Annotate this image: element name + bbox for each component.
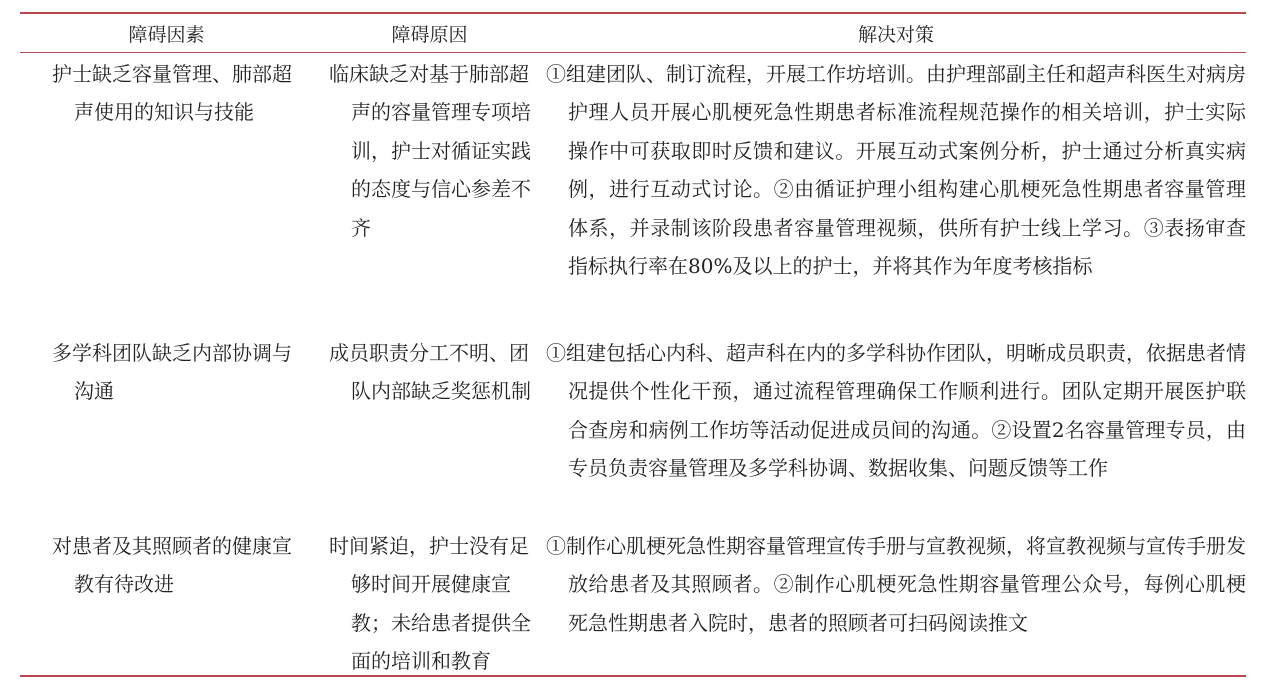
cause-text: 时间紧迫，护士没有足够时间开展健康宣教；未给患者提供全面的培训和教育 (329, 534, 531, 674)
table-row (20, 53, 1246, 334)
bottom-rule (20, 675, 1246, 677)
cause-cell (313, 334, 546, 527)
factor-cell (20, 55, 313, 334)
cause-text: 成员职责分工不明、团队内部缺乏奖惩机制 (329, 341, 531, 404)
factor-text: 护士缺乏容量管理、肺部超声使用的知识与技能 (52, 62, 292, 125)
header-solution: 解决对策 (857, 23, 934, 46)
factor-text: 多学科团队缺乏内部协调与沟通 (52, 341, 292, 404)
cause-cell (313, 55, 546, 334)
header-cause: 障碍原因 (391, 23, 468, 46)
solution-text: ①组建团队、制订流程，开展工作坊培训。由护理部副主任和超声科医生对病房护理人员开展心肌梗死急性期患者标准流程规范操作的相关培训，护士实际操作中可获取即时反馈和建议。开展互动式案例分析，护士通过分析真实病例，进行互动式讨论。②由循证护理小组构建心肌梗死急性期患者容量管理体系，并录制该阶段患者容量管理视频，供所有护士线上学习。③表扬审查指标执行率在80%及以上的护士，并将其作为年度考核指标 (546, 62, 1246, 279)
table-row (20, 527, 1246, 675)
factor-text: 对患者及其照顾者的健康宣教有待改进 (52, 534, 292, 597)
solution-text: ①组建包括心内科、超声科在内的多学科协作团队，明晰成员职责，依据患者情况提供个性化干预，通过流程管理确保工作顺利进行。团队定期开展医护联合查房和病例工作坊等活动促进成员间的沟通。②设置2名容量管理专员，由专员负责容量管理及多学科协调、数据收集、问题反馈等工作 (546, 341, 1246, 481)
table-header (20, 14, 1246, 52)
cause-text: 临床缺乏对基于肺部超声的容量管理专项培训，护士对循证实践的态度与信心参差不齐 (329, 62, 531, 240)
table-row (20, 334, 1246, 527)
factor-cell (20, 334, 313, 527)
barrier-table (20, 12, 1246, 677)
header-factor: 障碍因素 (128, 23, 205, 46)
solution-text: ①制作心肌梗死急性期容量管理宣传手册与宣教视频，将宣教视频与宣传手册发放给患者及其照顾者。②制作心肌梗死急性期容量管理公众号，每例心肌梗死急性期患者入院时，患者的照顾者可扫码阅读推文 (546, 534, 1246, 635)
factor-cell (20, 527, 313, 675)
cause-cell (313, 527, 546, 675)
solution-cell (546, 55, 1246, 334)
solution-cell (546, 527, 1246, 675)
solution-cell (546, 334, 1246, 527)
